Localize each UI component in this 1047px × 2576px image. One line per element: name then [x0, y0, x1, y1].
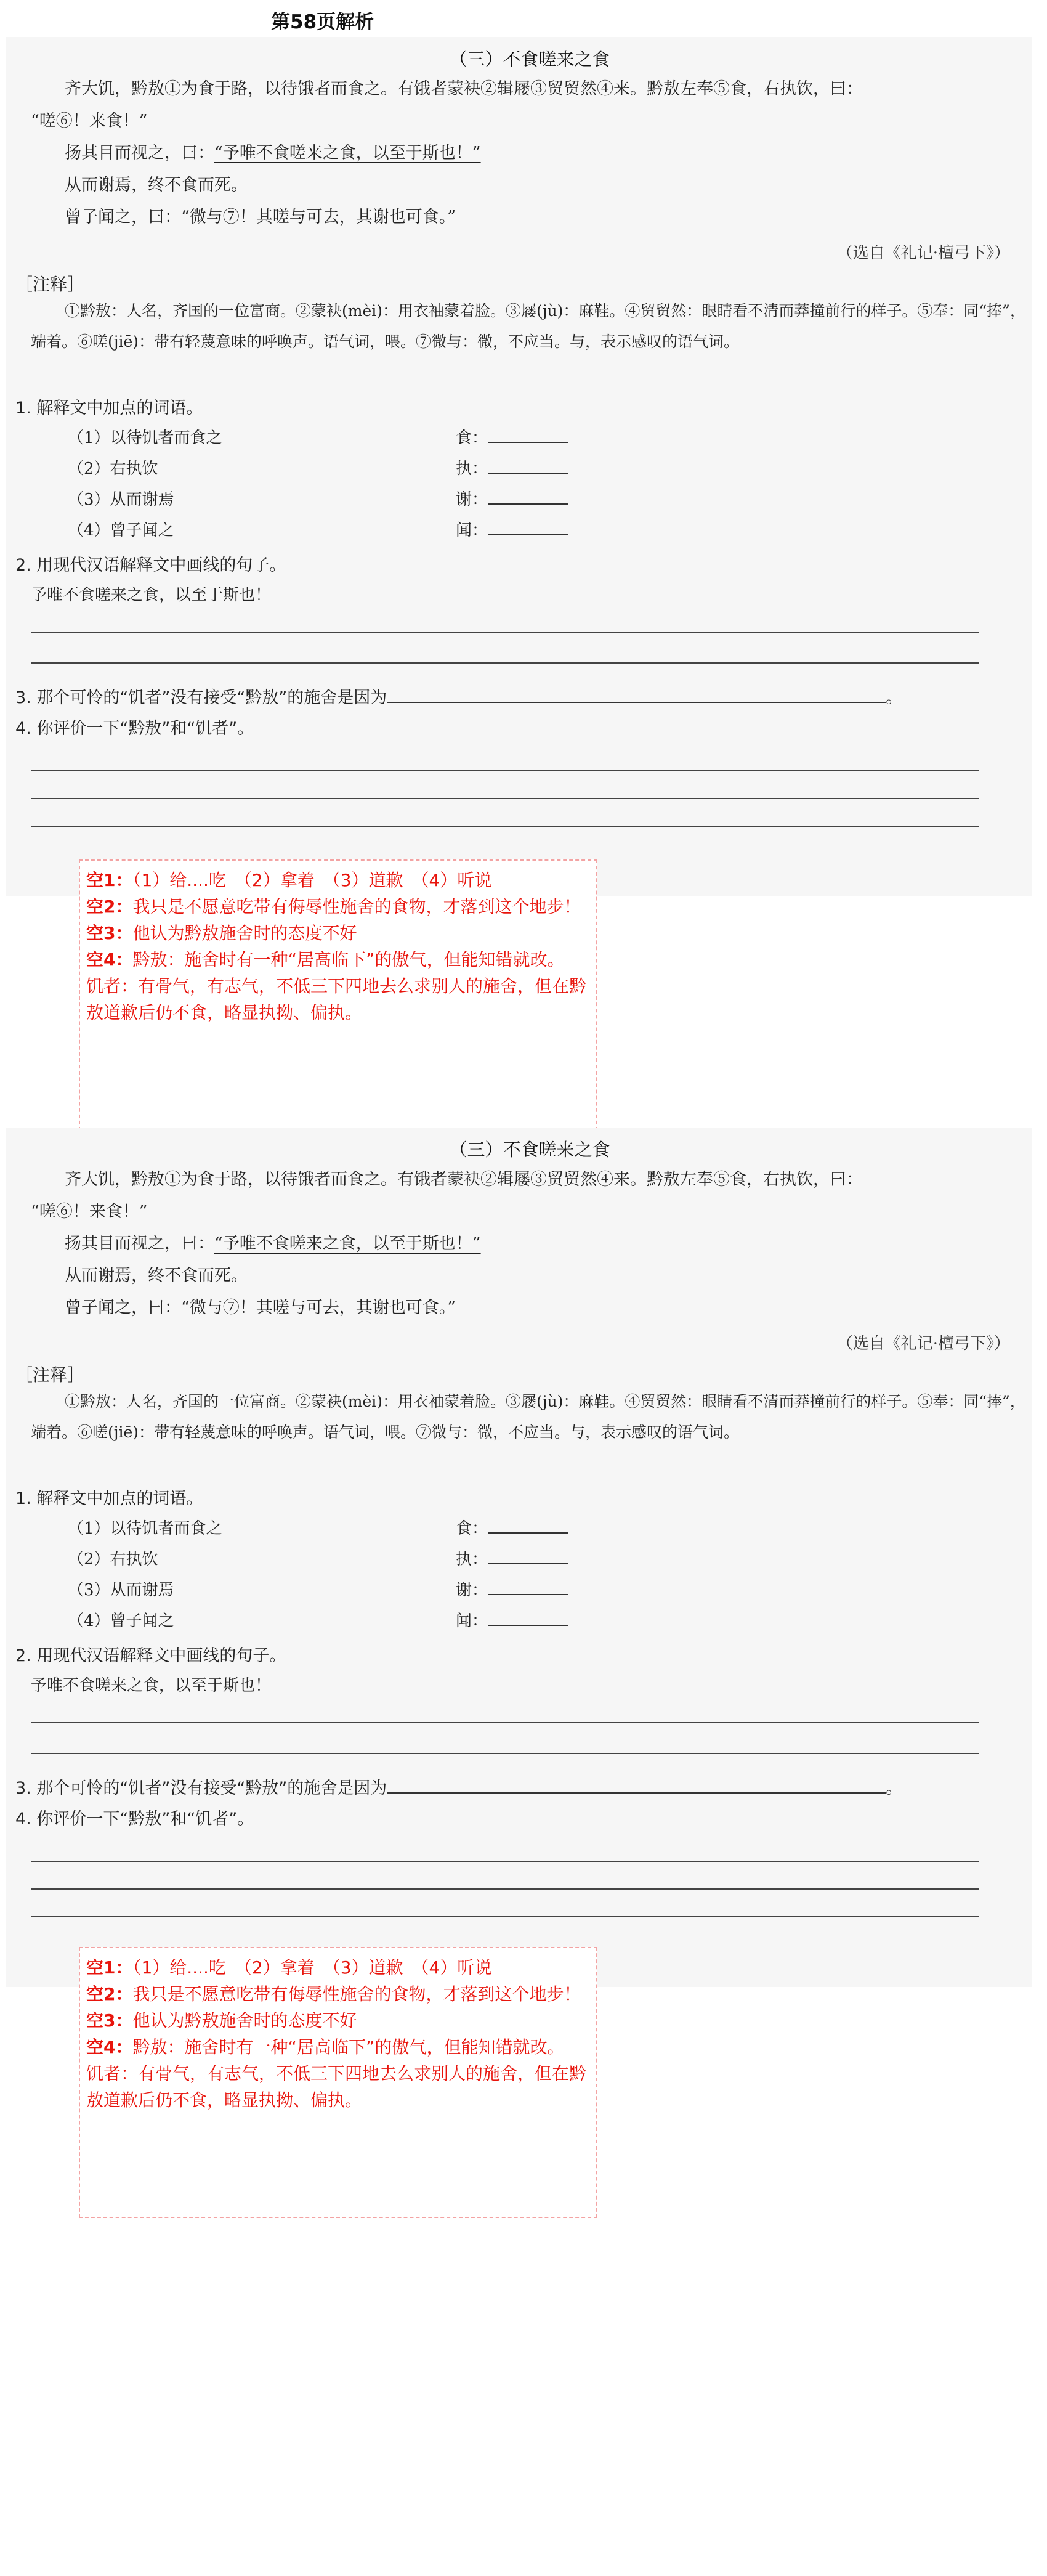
question-3-text: 3. 那个可怜的“饥者”没有接受“黔敖”的施舍是因为	[15, 1779, 387, 1798]
passage-paragraph-1: 齐大饥，黔敖①为食于路，以待饿者而食之。有饿者蒙袂②辑屦③贸贸然④来。黔敖左奉⑤食，右执饮，曰：	[65, 1170, 863, 1189]
q1-item-1: （1）以待饥者而食之	[68, 429, 222, 447]
answer-2	[86, 1981, 590, 2007]
answer-4-text: 黔敖：施舍时有一种“居高临下”的傲气，但能知错就改。	[132, 2037, 565, 2057]
q1-item-3: （3）从而谢焉	[68, 1581, 174, 1599]
q1-item-2: （2）右执饮	[68, 1550, 158, 1569]
question-2: 2. 用现代汉语解释文中画线的句子。	[15, 1646, 286, 1665]
answer-3-text: 他认为黔敖施舍时的态度不好	[132, 2010, 357, 2031]
q1-answer-3[interactable]	[456, 487, 568, 510]
passage-paragraph-1: 齐大饥，黔敖①为食于路，以待饿者而食之。有饿者蒙袂②辑屦③贸贸然④来。黔敖左奉⑤食，右执饮，曰：	[65, 79, 863, 99]
q1-item-2: （2）右执饮	[68, 460, 158, 478]
answer-4-label: 空4：	[86, 2037, 133, 2057]
answer-line[interactable]	[31, 1916, 979, 1917]
section-title: （三）不食嗟来之食	[449, 1139, 610, 1160]
q1-answer-3-label: 谢：	[456, 490, 488, 509]
passage-paragraph-1b: “嗟⑥！来食！”	[31, 112, 148, 131]
answer-line[interactable]	[31, 1753, 979, 1754]
passage-paragraph-4: 曾子闻之，曰：“微与⑦！其嗟与可去，其谢也可食。”	[65, 1298, 456, 1317]
q1-answer-4-label: 闻：	[456, 521, 488, 540]
q1-answer-2-label: 执：	[456, 1550, 488, 1569]
answer-2-text: 我只是不愿意吃带有侮辱性施舍的食物，才落到这个地步！	[132, 896, 581, 917]
answer-panel-1	[79, 859, 597, 1131]
passage-paragraph-4: 曾子闻之，曰：“微与⑦！其嗟与可去，其谢也可食。”	[65, 208, 456, 227]
answer-line[interactable]	[31, 826, 979, 827]
answer-4-text: 黔敖：施舍时有一种“居高临下”的傲气，但能知错就改。	[132, 949, 565, 970]
question-3-end: 。	[886, 688, 903, 707]
passage-source: （选自《礼记·檀弓下》）	[836, 1335, 1010, 1353]
answer-2-label: 空2：	[86, 1984, 133, 2004]
answer-3-label: 空3：	[86, 2010, 133, 2031]
q1-item-1: （1）以待饥者而食之	[68, 1519, 222, 1538]
underlined-sentence: “予唯不食嗟来之食，以至于斯也！”	[214, 1234, 481, 1253]
answer-4-label: 空4：	[86, 949, 133, 970]
answer-panel-2	[79, 1947, 597, 2218]
section-title: （三）不食嗟来之食	[449, 49, 610, 70]
answer-4	[86, 2034, 590, 2060]
answer-line[interactable]	[31, 632, 979, 633]
answer-line[interactable]	[31, 1888, 979, 1890]
question-3-end: 。	[886, 1779, 903, 1798]
answer-3-text: 他认为黔敖施舍时的态度不好	[132, 923, 357, 943]
answer-line[interactable]	[31, 1861, 979, 1862]
q1-item-3: （3）从而谢焉	[68, 490, 174, 509]
question-3	[15, 684, 902, 708]
answer-1	[86, 1954, 590, 1981]
question-4: 4. 你评价一下“黔敖”和“饥者”。	[15, 719, 254, 738]
notes-heading: ［注释］	[15, 274, 85, 295]
q1-answer-1-label: 食：	[456, 429, 488, 447]
q1-answer-3-label: 谢：	[456, 1581, 488, 1599]
q1-answer-1-label: 食：	[456, 1519, 488, 1538]
answer-2	[86, 893, 590, 920]
q3-answer-blank[interactable]	[387, 1778, 886, 1794]
answer-line[interactable]	[31, 1722, 979, 1723]
question-1: 1. 解释文中加点的词语。	[15, 399, 203, 418]
question-3	[15, 1774, 902, 1798]
passage-paragraph-2-lead: 扬其目而视之，曰：	[65, 1234, 214, 1253]
passage-paragraph-2	[31, 138, 1022, 169]
answer-1-label: 空1：	[86, 1957, 133, 1978]
passage-paragraph-3: 从而谢焉，终不食而死。	[65, 1266, 248, 1285]
passage-paragraph-1b: “嗟⑥！来食！”	[31, 1202, 148, 1221]
answer-line[interactable]	[31, 662, 979, 664]
q1-answer-2-label: 执：	[456, 460, 488, 478]
q1-answer-1[interactable]	[456, 425, 568, 448]
answer-4	[86, 946, 590, 973]
q1-answer-3[interactable]	[456, 1577, 568, 1600]
q1-answer-4[interactable]	[456, 1608, 568, 1631]
q1-item-4: （4）曾子闻之	[68, 521, 174, 540]
q3-answer-blank[interactable]	[387, 687, 886, 703]
question-2: 2. 用现代汉语解释文中画线的句子。	[15, 556, 286, 575]
q2-sentence: 予唯不食嗟来之食，以至于斯也！	[31, 586, 272, 604]
answer-3	[86, 920, 590, 946]
passage-paragraph-3: 从而谢焉，终不食而死。	[65, 176, 248, 195]
worksheet-block-1	[6, 37, 1032, 896]
q1-answer-4[interactable]	[456, 518, 568, 540]
answer-line[interactable]	[31, 798, 979, 799]
q2-sentence: 予唯不食嗟来之食，以至于斯也！	[31, 1676, 272, 1695]
answer-2-text: 我只是不愿意吃带有侮辱性施舍的食物，才落到这个地步！	[132, 1984, 581, 2004]
q1-answer-1[interactable]	[456, 1516, 568, 1538]
passage-paragraph-2	[31, 1229, 1022, 1259]
notes-heading: ［注释］	[15, 1365, 85, 1385]
notes-body: ①黔敖：人名，齐国的一位富商。②蒙袂(mèi)：用衣袖蒙着脸。③屦(jù)：麻鞋。④贸贸然：眼睛看不清而莽撞前行的样子。⑤奉：同“捧”，端着。⑥嗟(jiē)：带有轻蔑意味的呼唤声。语气词，喂。⑦微与：微，不应当。与，表示感叹的语气词。	[31, 302, 1025, 351]
answer-5: 饥者：有骨气，有志气，不低三下四地去么求别人的施舍，但在黔敖道歉后仍不食，略显执拗、偏执。	[86, 2063, 587, 2110]
answer-3	[86, 2007, 590, 2034]
answer-line[interactable]	[31, 770, 979, 771]
q1-answer-2[interactable]	[456, 1546, 568, 1569]
underlined-sentence: “予唯不食嗟来之食，以至于斯也！”	[214, 144, 481, 163]
passage-source: （选自《礼记·檀弓下》）	[836, 244, 1010, 262]
worksheet-block-2	[6, 1128, 1032, 1987]
notes-body: ①黔敖：人名，齐国的一位富商。②蒙袂(mèi)：用衣袖蒙着脸。③屦(jù)：麻鞋。④贸贸然：眼睛看不清而莽撞前行的样子。⑤奉：同“捧”，端着。⑥嗟(jiē)：带有轻蔑意味的呼唤声。语气词，喂。⑦微与：微，不应当。与，表示感叹的语气词。	[31, 1392, 1025, 1441]
page-title: 第58页解析	[271, 11, 374, 33]
question-3-text: 3. 那个可怜的“饥者”没有接受“黔敖”的施舍是因为	[15, 688, 387, 707]
answer-2-label: 空2：	[86, 896, 133, 917]
question-1: 1. 解释文中加点的词语。	[15, 1489, 203, 1508]
q1-answer-4-label: 闻：	[456, 1612, 488, 1630]
passage-paragraph-2-lead: 扬其目而视之，曰：	[65, 144, 214, 163]
answer-1-text: （1）给....吃 （2）拿着 （3）道歉 （4）听说	[132, 870, 492, 890]
question-4: 4. 你评价一下“黔敖”和“饥者”。	[15, 1810, 254, 1829]
answer-1	[86, 867, 590, 893]
q1-answer-2[interactable]	[456, 456, 568, 479]
answer-5: 饥者：有骨气，有志气，不低三下四地去么求别人的施舍，但在黔敖道歉后仍不食，略显执拗、偏执。	[86, 976, 587, 1023]
answer-1-label: 空1：	[86, 870, 133, 890]
answer-1-text: （1）给....吃 （2）拿着 （3）道歉 （4）听说	[132, 1957, 492, 1978]
answer-3-label: 空3：	[86, 923, 133, 943]
q1-item-4: （4）曾子闻之	[68, 1612, 174, 1630]
